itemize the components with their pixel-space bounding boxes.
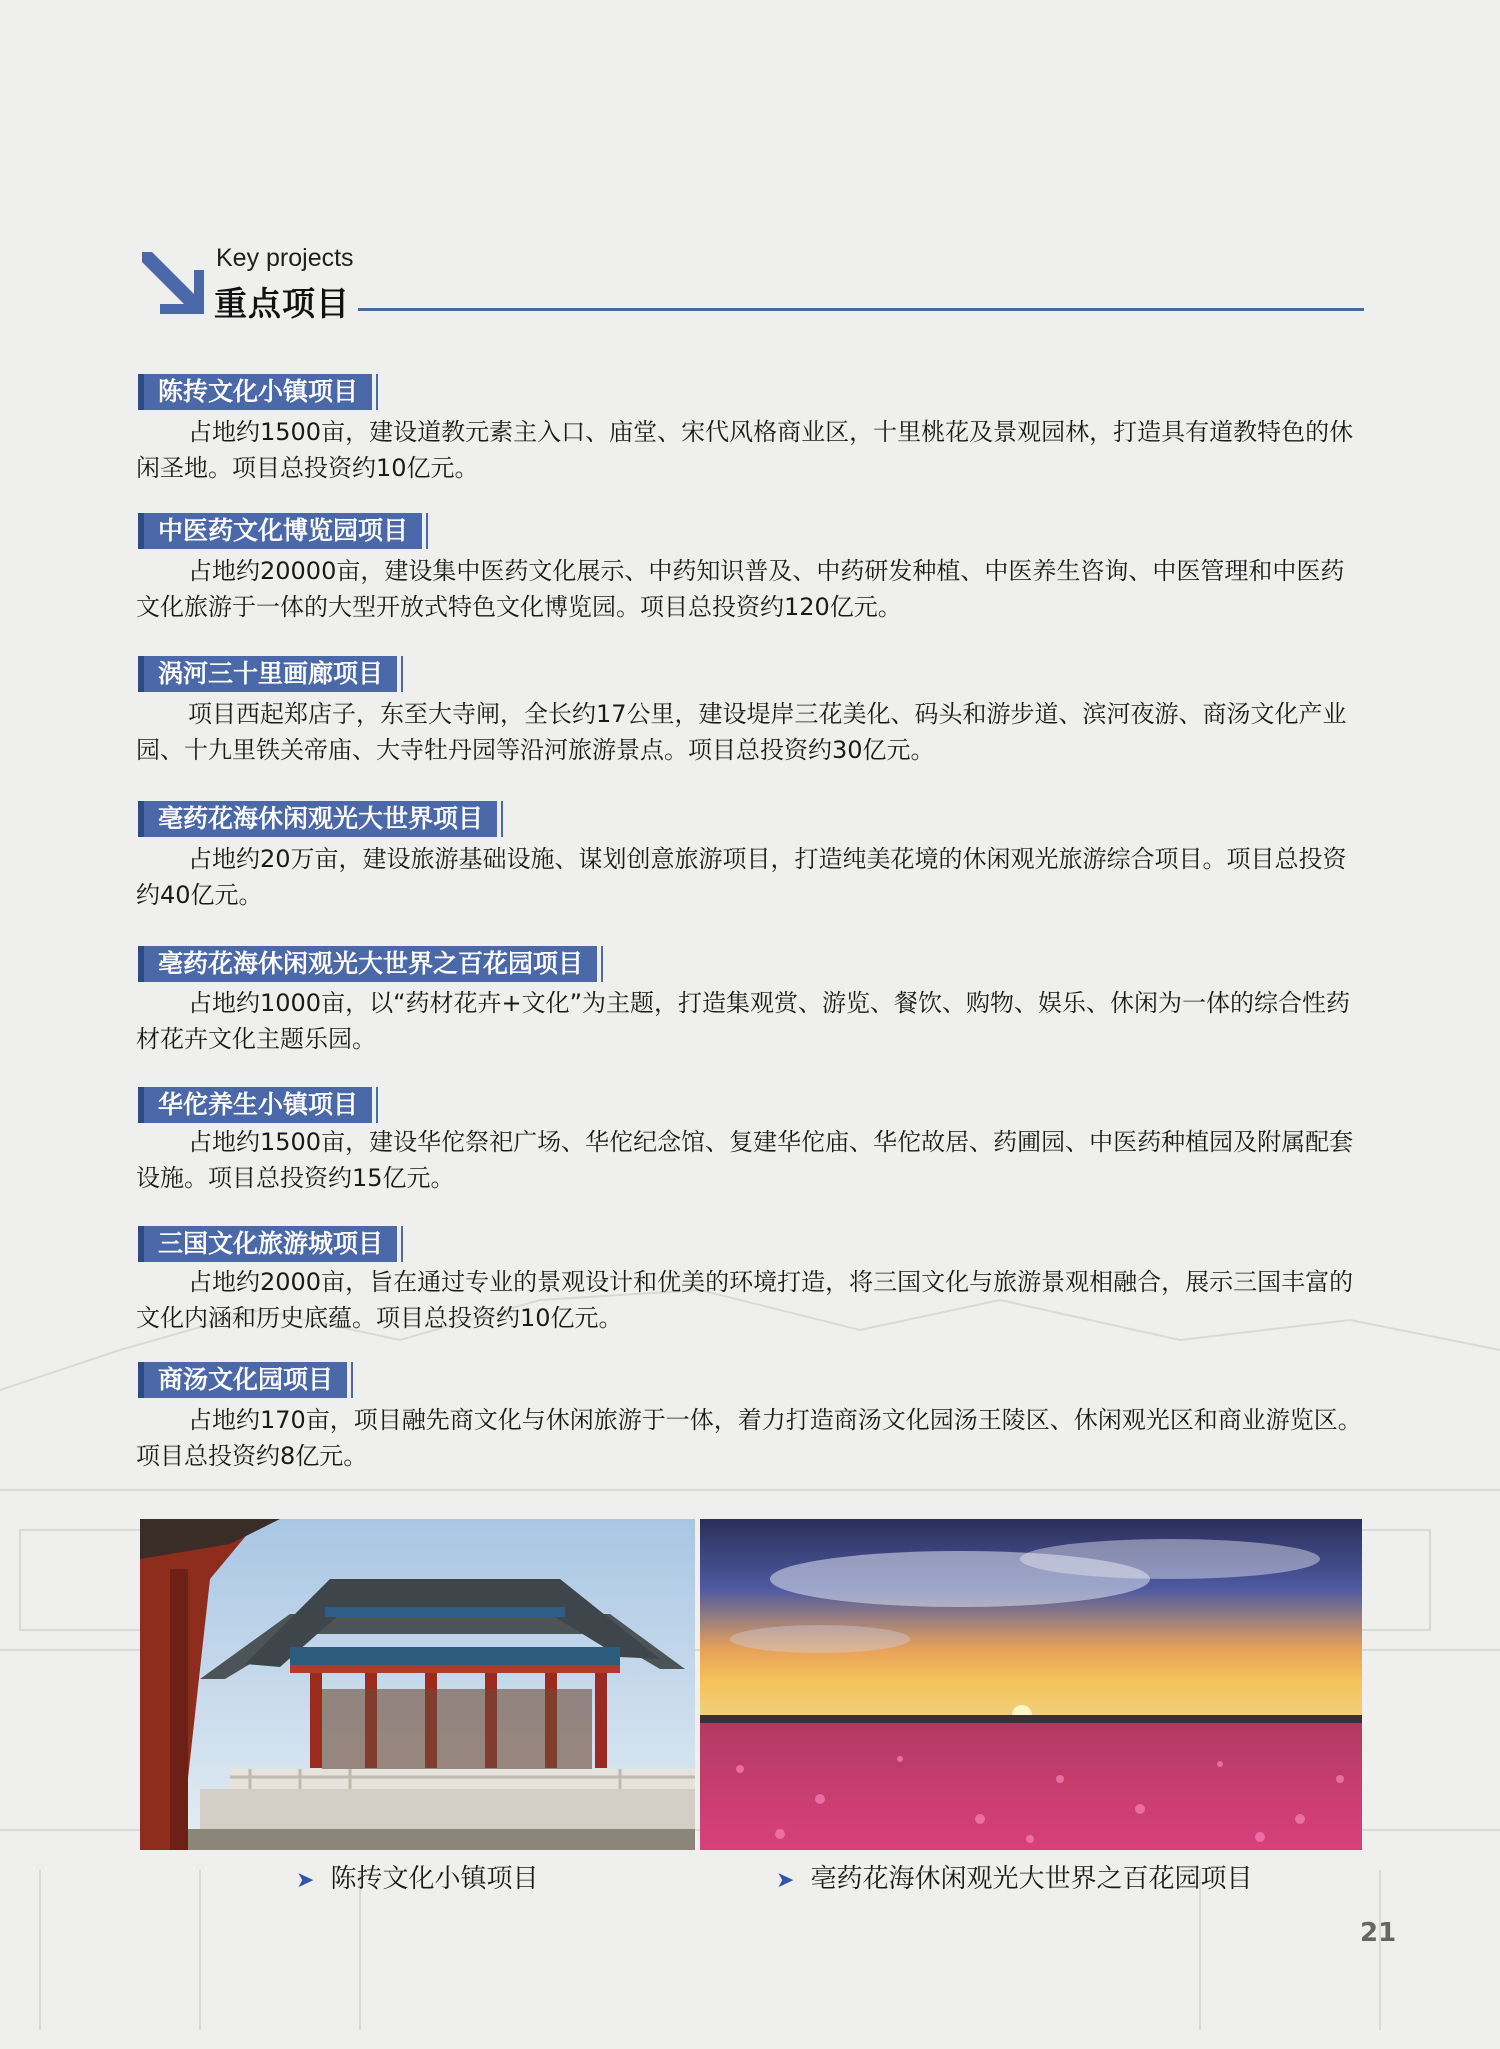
section-body: 项目西起郑店子，东至大寺闸，全长约17公里，建设堤岸三花美化、码头和游步道、滨河夜游、商汤文化产业园、十九里铁关帝庙、大寺牡丹园等沿河旅游景点。项目总投资约30亿元。: [136, 700, 1347, 764]
section-body: 占地约1500亩，建设华佗祭祀广场、华佗纪念馆、复建华佗庙、华佗故居、药圃园、中医药种植园及附属配套设施。项目总投资约15亿元。: [136, 1128, 1354, 1192]
section-body: 占地约20000亩，建设集中医药文化展示、中药知识普及、中药研发种植、中医养生咨询、中医管理和中医药文化旅游于一体的大型开放式特色文化博览园。项目总投资约120亿元。: [136, 557, 1345, 621]
page-number: 21: [1360, 1918, 1397, 1948]
section-title: 三国文化旅游城项目: [138, 1226, 397, 1262]
header-title-zh: 重点项目: [214, 284, 350, 323]
section-title: 陈抟文化小镇项目: [138, 374, 372, 410]
section-title: 亳药花海休闲观光大世界项目: [138, 801, 497, 837]
section-body: 占地约1500亩，建设道教元素主入口、庙堂、宋代风格商业区，十里桃花及景观园林，打造具有道教特色的休闲圣地。项目总投资约10亿元。: [136, 418, 1354, 482]
section-body: 占地约2000亩，旨在通过专业的景观设计和优美的环境打造，将三国文化与旅游景观相融合，展示三国丰富的文化内涵和历史底蕴。项目总投资约10亿元。: [136, 1268, 1354, 1332]
section-title: 商汤文化园项目: [138, 1362, 347, 1398]
section-title: 亳药花海休闲观光大世界之百花园项目: [138, 946, 597, 982]
section-title: 华佗养生小镇项目: [138, 1087, 372, 1123]
photo-caption: [296, 1858, 538, 1895]
section-body: 占地约20万亩，建设旅游基础设施、谋划创意旅游项目，打造纯美花境的休闲观光旅游综合项目。项目总投资约40亿元。: [136, 845, 1347, 909]
caption-text: 亳药花海休闲观光大世界之百花园项目: [810, 1864, 1253, 1894]
section-body: 占地约1000亩，以“药材花卉+文化”为主题，打造集观赏、游览、餐饮、购物、娱乐、休闲为一体的综合性药材花卉文化主题乐园。: [136, 989, 1351, 1053]
section-title: 涡河三十里画廊项目: [138, 656, 397, 692]
section-title: 中医药文化博览园项目: [138, 513, 422, 549]
flower-field-photo: [700, 1519, 1362, 1850]
photo-caption: [776, 1858, 1252, 1895]
section-body: 占地约170亩，项目融先商文化与休闲旅游于一体，着力打造商汤文化园汤王陵区、休闲观光区和商业游览区。项目总投资约8亿元。: [136, 1406, 1362, 1470]
arrow-right-icon: ➤: [296, 1868, 315, 1893]
header-title-en: Key projects: [216, 244, 354, 272]
header-rule: [358, 308, 1364, 311]
page-header: [138, 240, 1364, 323]
temple-photo: [140, 1519, 695, 1850]
arrow-down-right-icon: [138, 248, 208, 318]
arrow-right-icon: ➤: [776, 1868, 795, 1893]
caption-text: 陈抟文化小镇项目: [330, 1864, 539, 1894]
